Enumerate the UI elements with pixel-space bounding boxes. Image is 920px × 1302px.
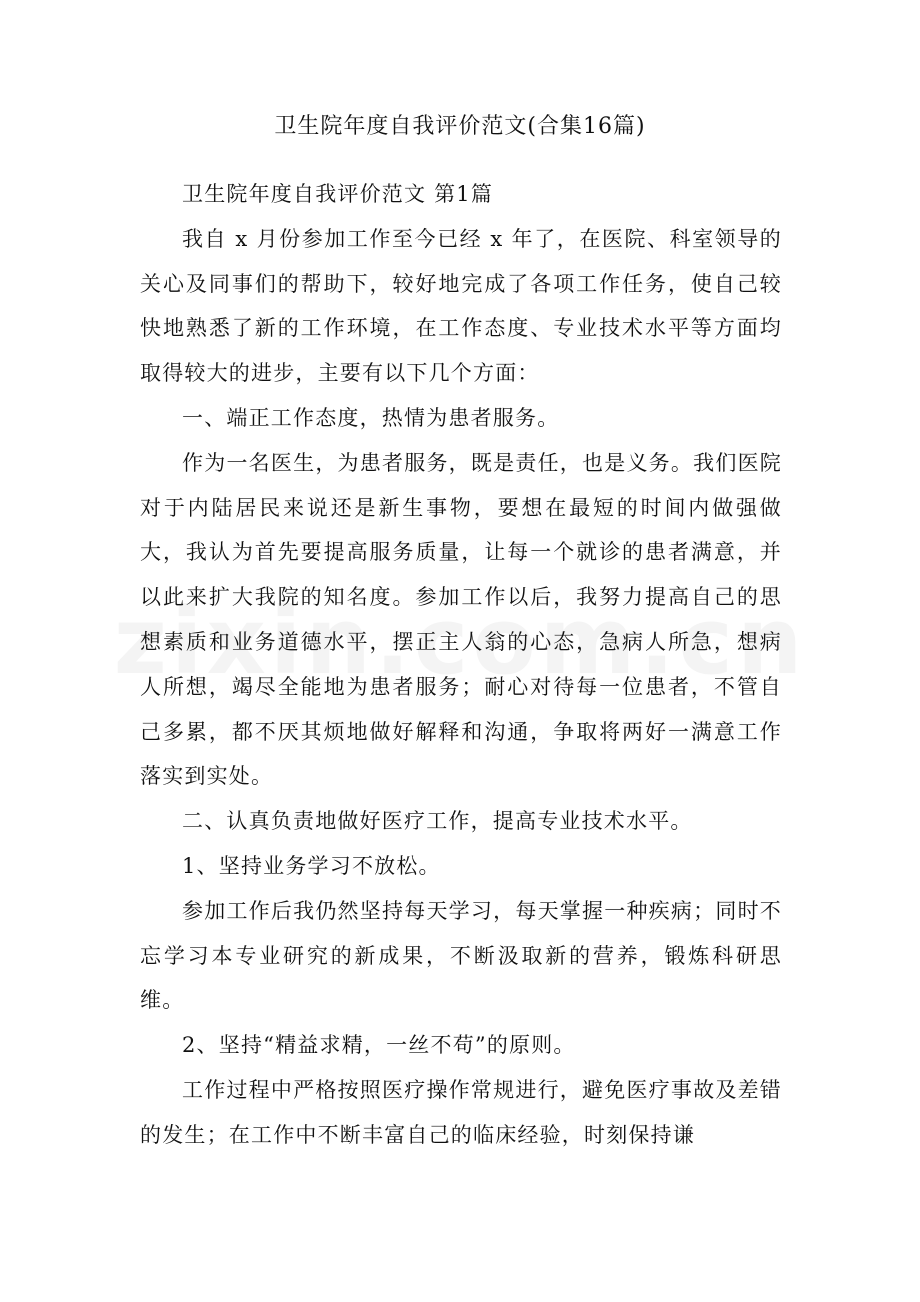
body-paragraph: 作为一名医生，为患者服务，既是责任，也是义务。我们医院对于内陆居民来说还是新生事物，要想在最短的时间内做强做大，我认为首先要提高服务质量，让每一个就诊的患者满意，并以此来扩大我院的知名度。参加工作以后，我努力提高自己的思想素质和业务道德水平，摆正主人翁的心态，急病人所急，想病人所想，竭尽全能地为患者服务；耐心对待每一位患者，不管自己多累，都不厌其烦地做好解释和沟通，争取将两好一满意工作落实到实处。	[140, 450, 782, 789]
body-paragraph: 参加工作后我仍然坚持每天学习，每天掌握一种疾病；同时不忘学习本专业研究的新成果，不断汲取新的营养，锻炼科研思维。	[140, 898, 782, 1013]
section-heading: 卫生院年度自我评价范文 第1篇	[182, 182, 494, 206]
subsection-heading: 2、坚持“精益求精，一丝不苟”的原则。	[182, 1033, 576, 1058]
body-paragraph: 工作过程中严格按照医疗操作常规进行，避免医疗事故及差错的发生；在工作中不断丰富自己的临床经验，时刻保持谦	[140, 1077, 782, 1147]
document-body	[140, 172, 782, 1158]
subsection-heading: 1、坚持业务学习不放松。	[182, 853, 441, 878]
body-paragraph: 我自 x 月份参加工作至今已经 x 年了，在医院、科室领导的关心及同事们的帮助下，较好地完成了各项工作任务，使自己较快地熟悉了新的工作环境，在工作态度、专业技术水平等方面均取得较大的进步，主要有以下几个方面：	[140, 226, 782, 386]
document-title: 卫生院年度自我评价范文(合集16篇)	[274, 114, 646, 139]
section-heading: 一、端正工作态度，热情为患者服务。	[182, 405, 560, 430]
section-heading: 二、认真负责地做好医疗工作，提高专业技术水平。	[182, 809, 693, 834]
